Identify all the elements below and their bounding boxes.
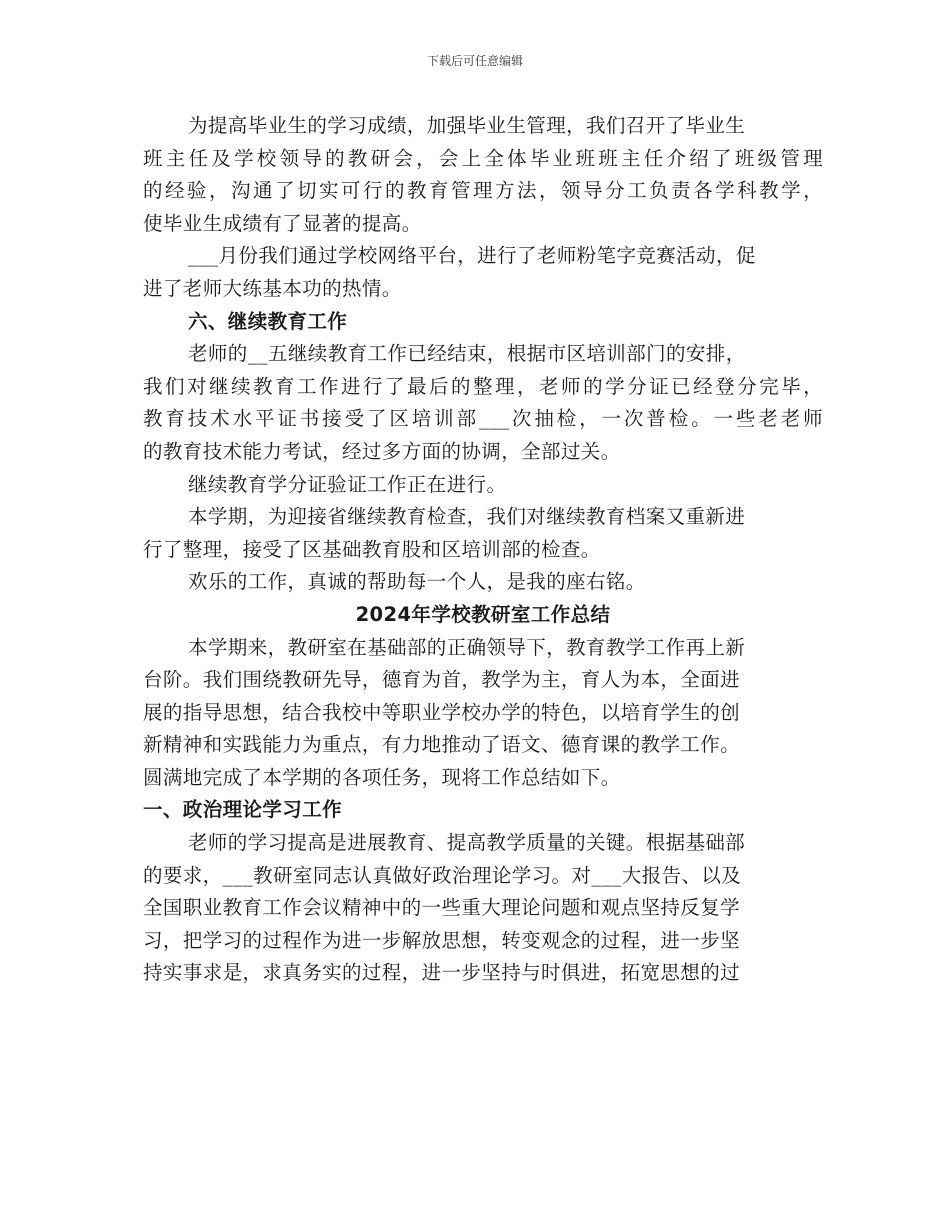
paragraph-line: 老师的__五继续教育工作已经结束，根据市区培训部门的安排， xyxy=(188,342,746,366)
paragraph-line: 继续教育学分证验证工作正在进行。 xyxy=(188,472,507,496)
paragraph-line: 的要求，___教研室同志认真做好政治理论学习。对___大报告、以及 xyxy=(143,863,742,887)
paragraph-line: 本学期来，教研室在基础部的正确领导下，教育教学工作再上新 xyxy=(188,635,746,659)
page-header: 下载后可任意编辑 xyxy=(426,54,523,68)
document-body xyxy=(143,110,823,990)
paragraph-line: 新精神和实践能力为重点，有力地推动了语文、德育课的教学工作。 xyxy=(143,733,741,757)
document-title: 2024年学校教研室工作总结 xyxy=(355,602,611,626)
paragraph-line: 圆满地完成了本学期的各项任务，现将工作总结如下。 xyxy=(143,765,621,789)
paragraph-line: 欢乐的工作，真诚的帮助每一个人，是我的座右铭。 xyxy=(188,570,646,594)
paragraph-line: 的经验，沟通了切实可行的教育管理方法，领导分工负责各学科教学， xyxy=(143,179,823,203)
paragraph-line: 全国职业教育工作会议精神中的一些重大理论问题和观点坚持反复学 xyxy=(143,896,741,920)
paragraph-line: 持实事求是，求真务实的过程，进一步坚持与时俱进，拓宽思想的过 xyxy=(143,961,741,985)
paragraph-line: 本学期，为迎接省继续教育检查，我们对继续教育档案又重新进 xyxy=(188,505,746,529)
paragraph-line: 教育技术水平证书接受了区培训部___次抽检，一次普检。一些老老师 xyxy=(143,407,823,431)
paragraph-line: 我们对继续教育工作进行了最后的整理，老师的学分证已经登分完毕， xyxy=(143,374,823,398)
paragraph-line: 行了整理，接受了区基础教育股和区培训部的检查。 xyxy=(143,537,601,561)
paragraph-line: 展的指导思想，结合我校中等职业学校办学的特色，以培育学生的创 xyxy=(143,700,741,724)
section-heading: 一、政治理论学习工作 xyxy=(143,798,343,822)
paragraph-line: 为提高毕业生的学习成绩，加强毕业生管理，我们召开了毕业生 xyxy=(188,114,746,137)
paragraph-line: 班主任及学校领导的教研会，会上全体毕业班班主任介绍了班级管理 xyxy=(143,146,823,170)
paragraph-line: ___月份我们通过学校网络平台，进行了老师粉笔字竞赛活动，促 xyxy=(188,244,756,268)
paragraph-line: 台阶。我们围绕教研先导，德育为首，教学为主，育人为本，全面进 xyxy=(143,668,741,692)
paragraph-line: 老师的学习提高是进展教育、提高教学质量的关键。根据基础部 xyxy=(188,831,746,855)
section-heading: 六、继续教育工作 xyxy=(188,309,348,333)
paragraph-line: 使毕业生成绩有了显著的提高。 xyxy=(143,211,422,235)
paragraph-line: 进了老师大练基本功的热情。 xyxy=(143,276,402,300)
paragraph-line: 的教育技术能力考试，经过多方面的协调，全部过关。 xyxy=(143,439,621,463)
paragraph-line: 习，把学习的过程作为进一步解放思想，转变观念的过程，进一步坚 xyxy=(143,928,741,952)
